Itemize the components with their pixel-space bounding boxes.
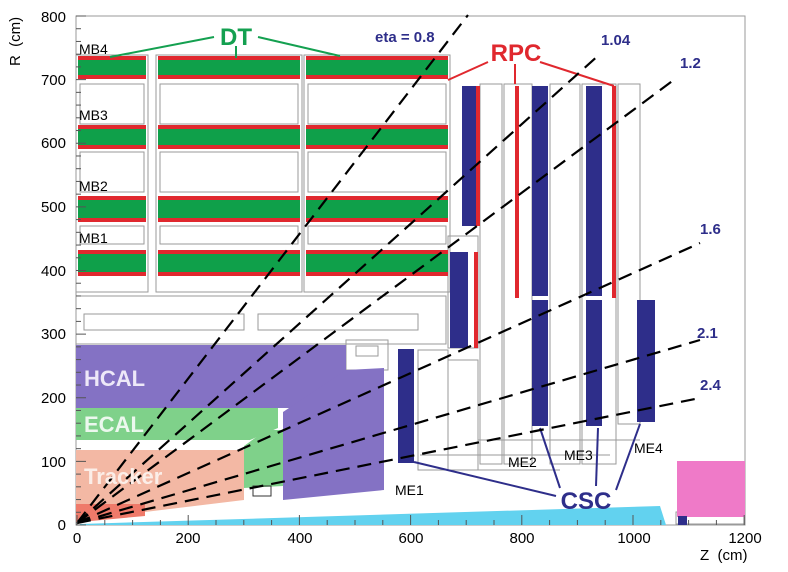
- station-label-me3: ME3: [564, 447, 593, 463]
- station-label-me4: ME4: [634, 440, 663, 456]
- x-tick-label: 400: [287, 530, 313, 547]
- y-tick-label: 300: [40, 326, 66, 343]
- hcal-label: HCAL: [84, 366, 146, 391]
- csc-label: CSC: [560, 488, 612, 515]
- x-tick-label: 800: [509, 530, 535, 547]
- rpc-label: RPC: [490, 40, 542, 67]
- y-tick-label: 700: [40, 72, 66, 89]
- station-label-me2: ME2: [508, 454, 537, 470]
- x-tick-label: 1200: [728, 530, 762, 547]
- x-tick-label: 0: [72, 530, 82, 547]
- station-label-mb4: MB4: [79, 41, 108, 57]
- station-label-mb3: MB3: [79, 107, 108, 123]
- y-tick-label: 400: [40, 263, 66, 280]
- forward-block: [678, 516, 687, 525]
- y-tick-label: 600: [40, 135, 66, 152]
- eta-label: 1.04: [601, 32, 631, 49]
- eta-label: 2.4: [700, 377, 721, 394]
- eta-label: 1.6: [700, 221, 721, 238]
- y-tick-label: 200: [40, 390, 66, 407]
- x-tick-label: 1000: [617, 530, 651, 547]
- eta-label: 1.2: [680, 55, 701, 72]
- y-axis-label: R (cm): [7, 16, 24, 66]
- dt-label: DT: [220, 24, 252, 51]
- station-label-mb1: MB1: [79, 230, 108, 246]
- x-tick-label: 600: [398, 530, 424, 547]
- y-tick-label: 800: [40, 9, 66, 26]
- y-tick-label: 500: [40, 199, 66, 216]
- tracker-label: Tracker: [84, 464, 163, 489]
- station-label-me1: ME1: [395, 482, 424, 498]
- x-tick-label: 200: [175, 530, 201, 547]
- y-tick-label: 0: [57, 517, 66, 534]
- y-tick-label: 100: [40, 454, 66, 471]
- station-label-mb2: MB2: [79, 178, 108, 194]
- eta-label: 2.1: [697, 325, 718, 342]
- forward-calorimeter: [677, 461, 745, 517]
- ecal-label: ECAL: [84, 412, 144, 437]
- x-axis-label: Z (cm): [700, 547, 748, 564]
- eta-label: eta = 0.8: [375, 29, 435, 46]
